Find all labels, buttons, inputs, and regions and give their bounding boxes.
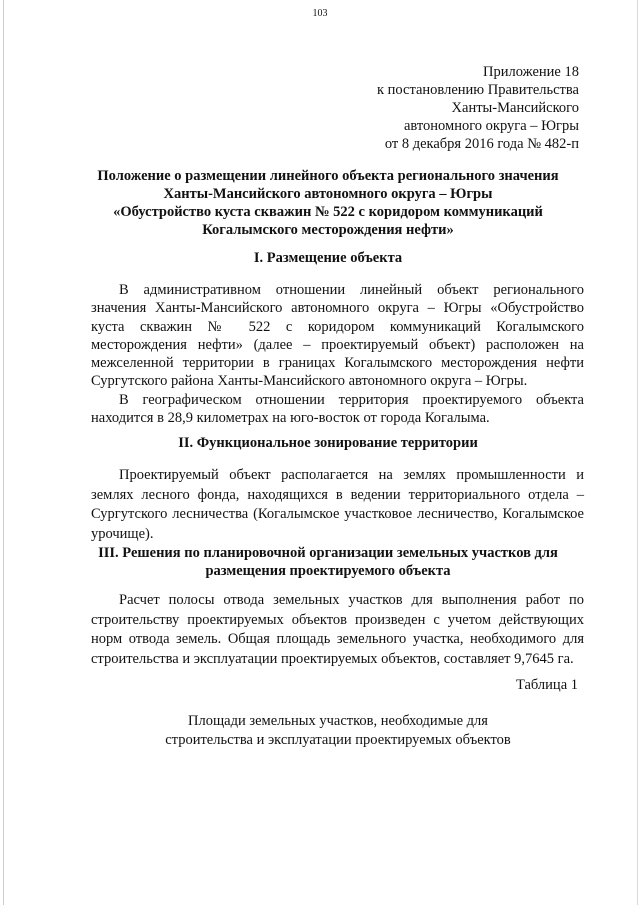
title-line: Положение о размещении линейного объекта регионального значения <box>97 168 559 184</box>
caption-line: Площади земельных участков, необходимые для <box>188 713 488 729</box>
table-label: Таблица 1 <box>515 677 578 693</box>
section-heading-2: II. Функциональное зонирование территории <box>178 435 478 451</box>
approval-line: Ханты-Мансийского <box>451 100 579 116</box>
approval-line: Приложение 18 <box>483 64 579 80</box>
page-edge-right <box>637 0 638 905</box>
page-number: 103 <box>312 8 328 19</box>
paragraph: В географическом отношении территория проектируемого объекта находится в 28,9 километрах на юго-восток от города Когалыма. <box>91 391 584 427</box>
section-heading-3 <box>60 544 596 580</box>
paragraph: Проектируемый объект располагается на землях промышленности и землях лесного фонда, находящихся в ведении территориального отдела – Сургутского лесничества (Когалымское участковое лесничество, Когалымское урочище). <box>91 467 584 542</box>
section-heading-line: III. Решения по планировочной организации земельных участков для <box>98 545 558 561</box>
title-line: «Обустройство куста скважин № 522 с коридором коммуникаций <box>113 204 543 220</box>
approval-line: автономного округа – Югры <box>403 118 579 134</box>
section-1-body <box>91 281 584 427</box>
section-heading-line: размещения проектируемого объекта <box>205 563 451 579</box>
paragraph: В административном отношении линейный объект регионального значения Ханты-Мансийского автономного округа – Югры «Обустройство куста скважин № 522 с коридором коммуникаций Когалымского месторождения нефти» (далее – проектируемый объект) расположен на межселенной территории в границах Когалымского месторождения нефти Сургутского района Ханты-Мансийского автономного округа – Югры. <box>91 282 584 390</box>
approval-block <box>377 63 579 153</box>
paragraph: Расчет полосы отвода земельных участков для выполнения работ по строительству проектируемых объектов произведен с учетом действующих норм отвода земель. Общая площадь земельного участка, необходимого для строительства и эксплуатации проектируемых объектов, составляет 9,7645 га. <box>91 592 584 667</box>
caption-line: строительства и эксплуатации проектируемых объектов <box>165 731 511 748</box>
section-3-body <box>91 591 584 669</box>
title-line: Когалымского месторождения нефти» <box>202 222 454 238</box>
approval-line: к постановлению Правительства <box>377 82 579 98</box>
table-caption <box>90 712 586 749</box>
page-edge-left <box>3 0 4 905</box>
document-title <box>60 167 596 239</box>
title-line: Ханты-Мансийского автономного округа – Югры <box>163 186 493 202</box>
approval-line: от 8 декабря 2016 года № 482-п <box>384 136 579 152</box>
section-2-body <box>91 466 584 544</box>
section-heading-1: I. Размещение объекта <box>253 250 403 266</box>
